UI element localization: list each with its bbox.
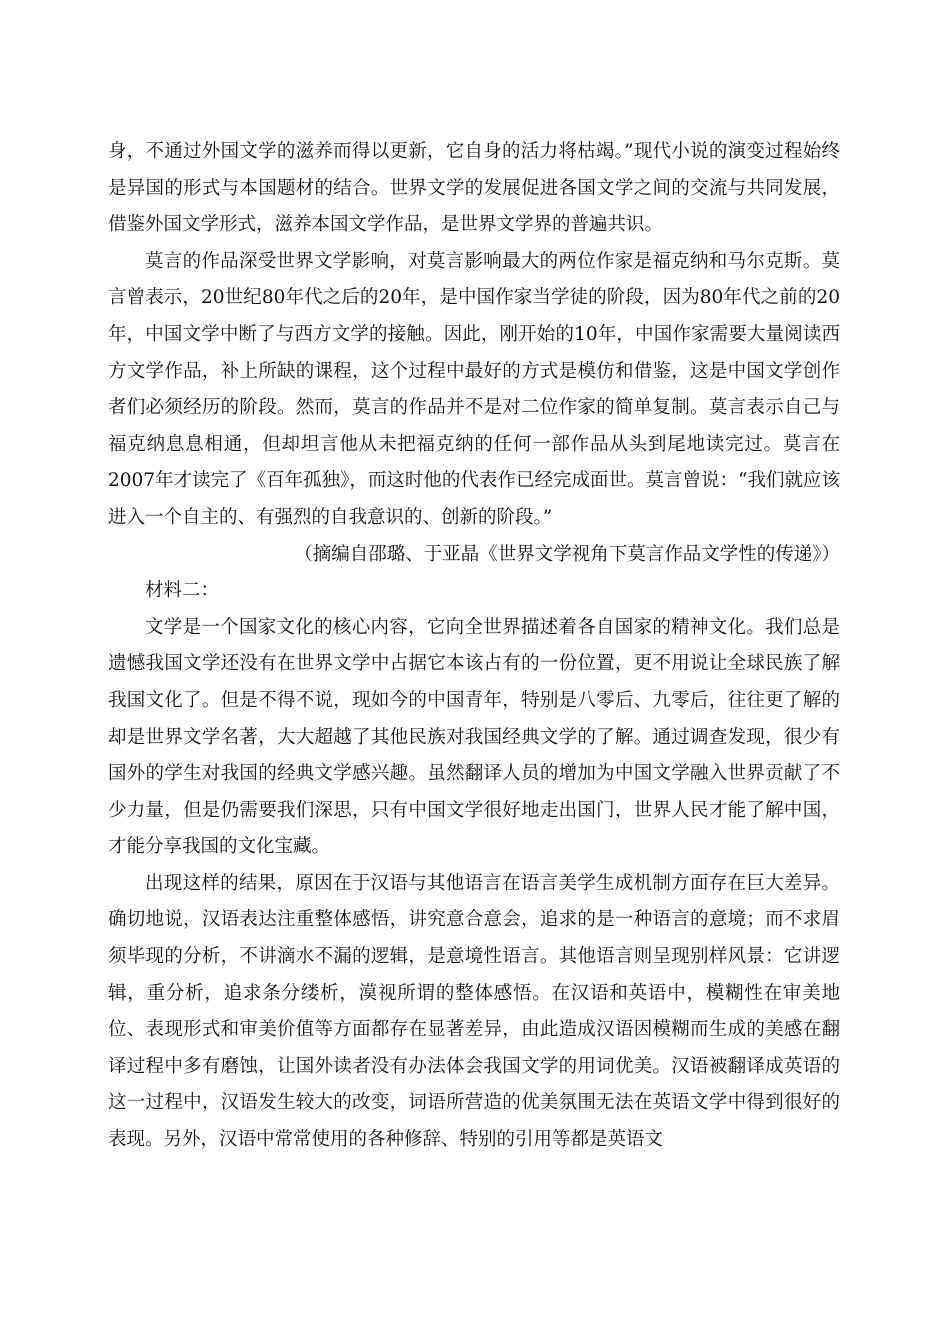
document-page [108, 134, 840, 1159]
paragraph-moyan-influence: 莫言的作品深受世界文学影响，对莫言影响最大的两位作家是福克纳和马尔克斯。莫言曾表示，20世纪80年代之后的20年，是中国作家当学徒的阶段，因为80年代之前的20年，中国文学中断了与西方文学的接触。因此，刚开始的10年，中国作家需要大量阅读西方文学作品，补上所缺的课程，这个过程中最好的方式是模仿和借鉴，这是中国文学创作者们必须经历的阶段。然而，莫言的作品并不是对二位作家的简单复制。莫言表示自己与福克纳息息相通，但却坦言他从未把福克纳的任何一部作品从头到尾地读完过。莫言在2007年才读完了《百年孤独》，而这时他的代表作已经完成面世。莫言曾说：“我们就应该进入一个自主的、有强烈的自我意识的、创新的阶段。” [108, 250, 840, 528]
section-heading-material-two: 材料二： [145, 580, 220, 602]
paragraph-national-literature: 文学是一个国家文化的核心内容，它向全世界描述着各自国家的精神文化。我们总是遗憾我国文学还没有在世界文学中占据它本该占有的一份位置，更不用说让全球民族了解我国文化了。但是不得不说，现如今的中国青年，特别是八零后、九零后，往往更了解的却是世界文学名著，大大超越了其他民族对我国经典文学的了解。通过调查发现，很少有国外的学生对我国的经典文学感兴趣。虽然翻译人员的增加为中国文学融入世界贡献了不少力量，但是仍需要我们深思，只有中国文学很好地走出国门，世界人民才能了解中国，才能分享我国的文化宝藏。 [108, 616, 840, 858]
paragraph-language-differences: 出现这样的结果，原因在于汉语与其他语言在语言美学生成机制方面存在巨大差异。确切地说，汉语表达注重整体感悟，讲究意合意会，追求的是一种语言的意境；而不求眉须毕现的分析，不讲滴水不漏的逻辑，是意境性语言。其他语言则呈现别样风景：它讲逻辑，重分析，追求条分缕析，漠视所谓的整体感悟。在汉语和英语中，模糊性在审美地位、表现形式和审美价值等方面都存在显著差异，由此造成汉语因模糊而生成的美感在翻译过程中多有磨蚀，让国外读者没有办法体会我国文学的用词优美。汉语被翻译成英语的这一过程中，汉语发生较大的改变，词语所营造的优美氛围无法在英语文学中得到很好的表现。另外，汉语中常常使用的各种修辞、特别的引用等都是英语文 [108, 872, 840, 1151]
paragraph-continued: 身，不通过外国文学的滋养而得以更新，它自身的活力将枯竭。”现代小说的演变过程始终是异国的形式与本国题材的结合。世界文学的发展促进各国文学之间的交流与共同发展，借鉴外国文学形式，滋养本国文学作品，是世界文学界的普遍共识。 [108, 141, 840, 236]
source-citation: （摘编自邵璐、于亚晶《世界文学视角下莫言作品文学性的传递》） [294, 543, 840, 565]
